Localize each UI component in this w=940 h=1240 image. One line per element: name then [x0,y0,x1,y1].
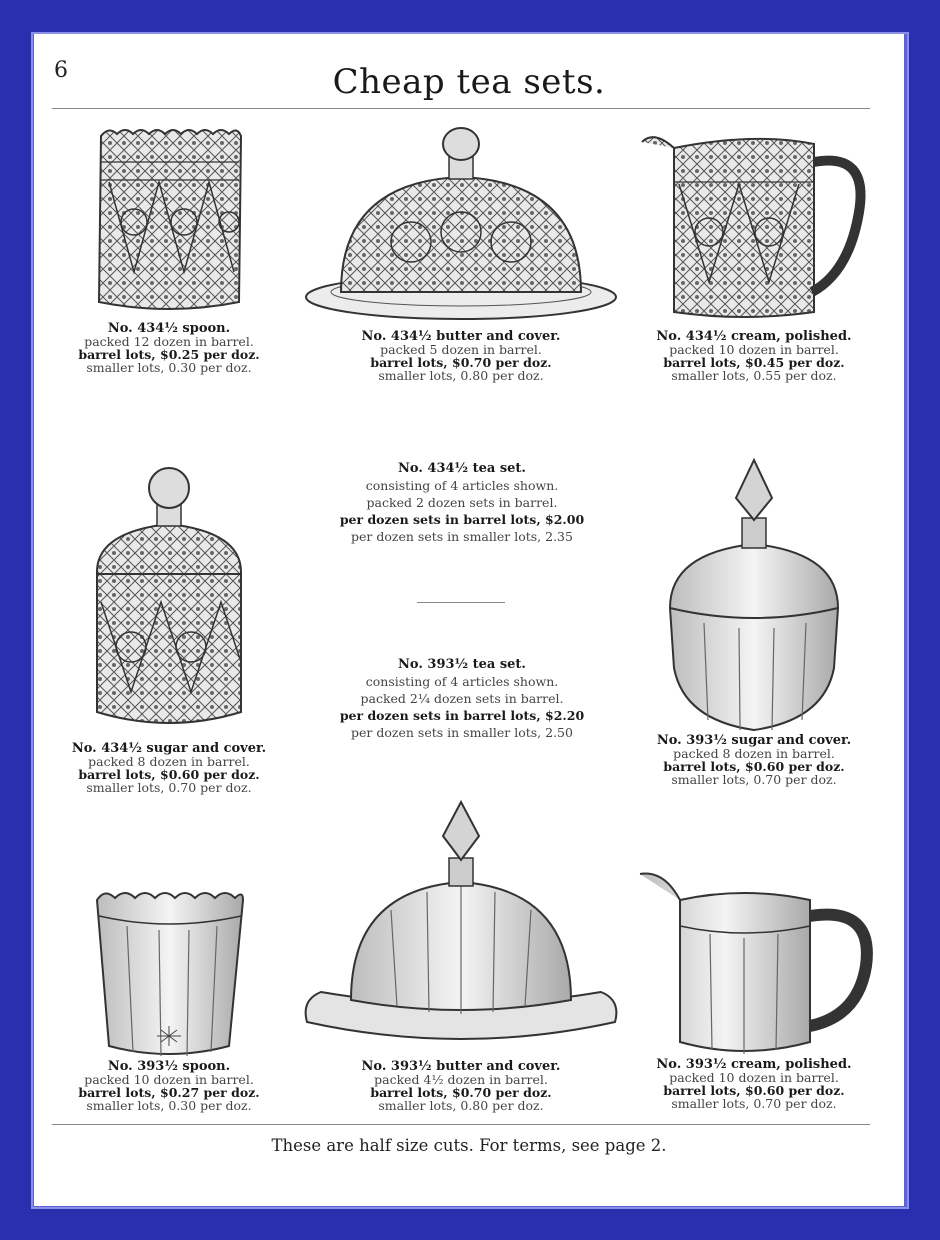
tea-set-434-info [332,460,592,545]
set-packing: packed 2 dozen sets in barrel. [366,495,558,510]
item-name: No. 393½ cream, polished. [656,1057,852,1072]
item-434-sugar [54,462,284,794]
item-name: No. 393½ sugar and cover. [656,733,852,748]
cut-glass-creamer-illustration [634,122,874,322]
item-393-sugar [636,458,872,786]
item-name: No. 434½ cream, polished. [656,329,852,344]
set-contents: consisting of 4 articles shown. [365,674,559,689]
set-barrel-price: per dozen sets in barrel lots, $2.20 [339,708,585,723]
item-name: No. 393½ butter and cover. [361,1059,561,1074]
set-barrel-price: per dozen sets in barrel lots, $2.00 [339,512,585,527]
item-barrel-price: barrel lots, $0.25 per doz. [78,347,260,362]
item-barrel-price: barrel lots, $0.27 per doz. [78,1085,260,1100]
set-packing: packed 2¼ dozen sets in barrel. [360,691,564,706]
item-smaller-price: smaller lots, 0.70 per doz. [671,772,837,787]
item-smaller-price: smaller lots, 0.80 per doz. [378,368,544,383]
item-packing: packed 8 dozen in barrel. [88,754,250,769]
item-smaller-price: smaller lots, 0.70 per doz. [671,1096,837,1111]
item-packing: packed 5 dozen in barrel. [380,342,542,357]
item-packing: packed 10 dozen in barrel. [669,1070,839,1085]
footer-note: These are half size cuts. For terms, see page 2. [271,1136,667,1155]
item-name: No. 434½ butter and cover. [361,329,561,344]
tea-set-393-info [332,656,592,741]
item-name: No. 434½ spoon. [107,321,231,336]
item-barrel-price: barrel lots, $0.45 per doz. [663,355,845,370]
item-434-spoon [64,122,274,374]
paneled-glass-butter-dish-illustration [301,800,621,1054]
set-name: No. 393½ tea set. [398,657,526,672]
item-packing: packed 4½ dozen in barrel. [374,1072,548,1087]
item-smaller-price: smaller lots, 0.30 per doz. [86,1098,252,1113]
item-393-butter [296,800,626,1112]
item-smaller-price: smaller lots, 0.30 per doz. [86,360,252,375]
item-packing: packed 12 dozen in barrel. [84,334,254,349]
cut-glass-spoon-holder-illustration [89,122,249,318]
item-barrel-price: barrel lots, $0.60 per doz. [663,759,845,774]
item-barrel-price: barrel lots, $0.60 per doz. [663,1083,845,1098]
set-contents: consisting of 4 articles shown. [365,478,559,493]
item-caption [636,734,872,786]
item-434-cream [634,122,874,382]
item-caption [54,742,284,794]
set-smaller-price: per dozen sets in smaller lots, 2.35 [351,529,573,544]
item-barrel-price: barrel lots, $0.70 per doz. [370,355,552,370]
item-caption [64,322,274,374]
item-barrel-price: barrel lots, $0.60 per doz. [78,767,260,782]
item-caption [634,1058,874,1110]
item-smaller-price: smaller lots, 0.80 per doz. [378,1098,544,1113]
item-caption [64,1060,274,1112]
footer-rule [52,1124,870,1125]
middle-divider [417,602,505,603]
item-barrel-price: barrel lots, $0.70 per doz. [370,1085,552,1100]
title-rule [52,108,870,109]
item-smaller-price: smaller lots, 0.70 per doz. [86,780,252,795]
item-393-spoon [64,886,274,1112]
item-packing: packed 10 dozen in barrel. [84,1072,254,1087]
item-434-butter [296,122,626,382]
item-caption [296,1060,626,1112]
paneled-glass-spoon-holder-illustration [89,886,249,1060]
page-number: 6 [54,58,68,83]
cut-glass-butter-dish-illustration [301,122,621,322]
item-packing: packed 10 dozen in barrel. [669,342,839,357]
page-title: Cheap tea sets. [332,62,606,102]
set-name: No. 434½ tea set. [398,461,526,476]
item-packing: packed 8 dozen in barrel. [673,746,835,761]
item-name: No. 434½ sugar and cover. [71,741,267,756]
set-smaller-price: per dozen sets in smaller lots, 2.50 [351,725,573,740]
paneled-glass-creamer-illustration [634,866,874,1058]
item-393-cream [634,866,874,1110]
cut-glass-sugar-bowl-illustration [79,462,259,734]
item-name: No. 393½ spoon. [107,1059,231,1074]
item-caption [296,330,626,382]
item-smaller-price: smaller lots, 0.55 per doz. [671,368,837,383]
item-caption [634,330,874,382]
catalog-page [34,34,904,1206]
paneled-glass-sugar-bowl-illustration [664,458,844,734]
